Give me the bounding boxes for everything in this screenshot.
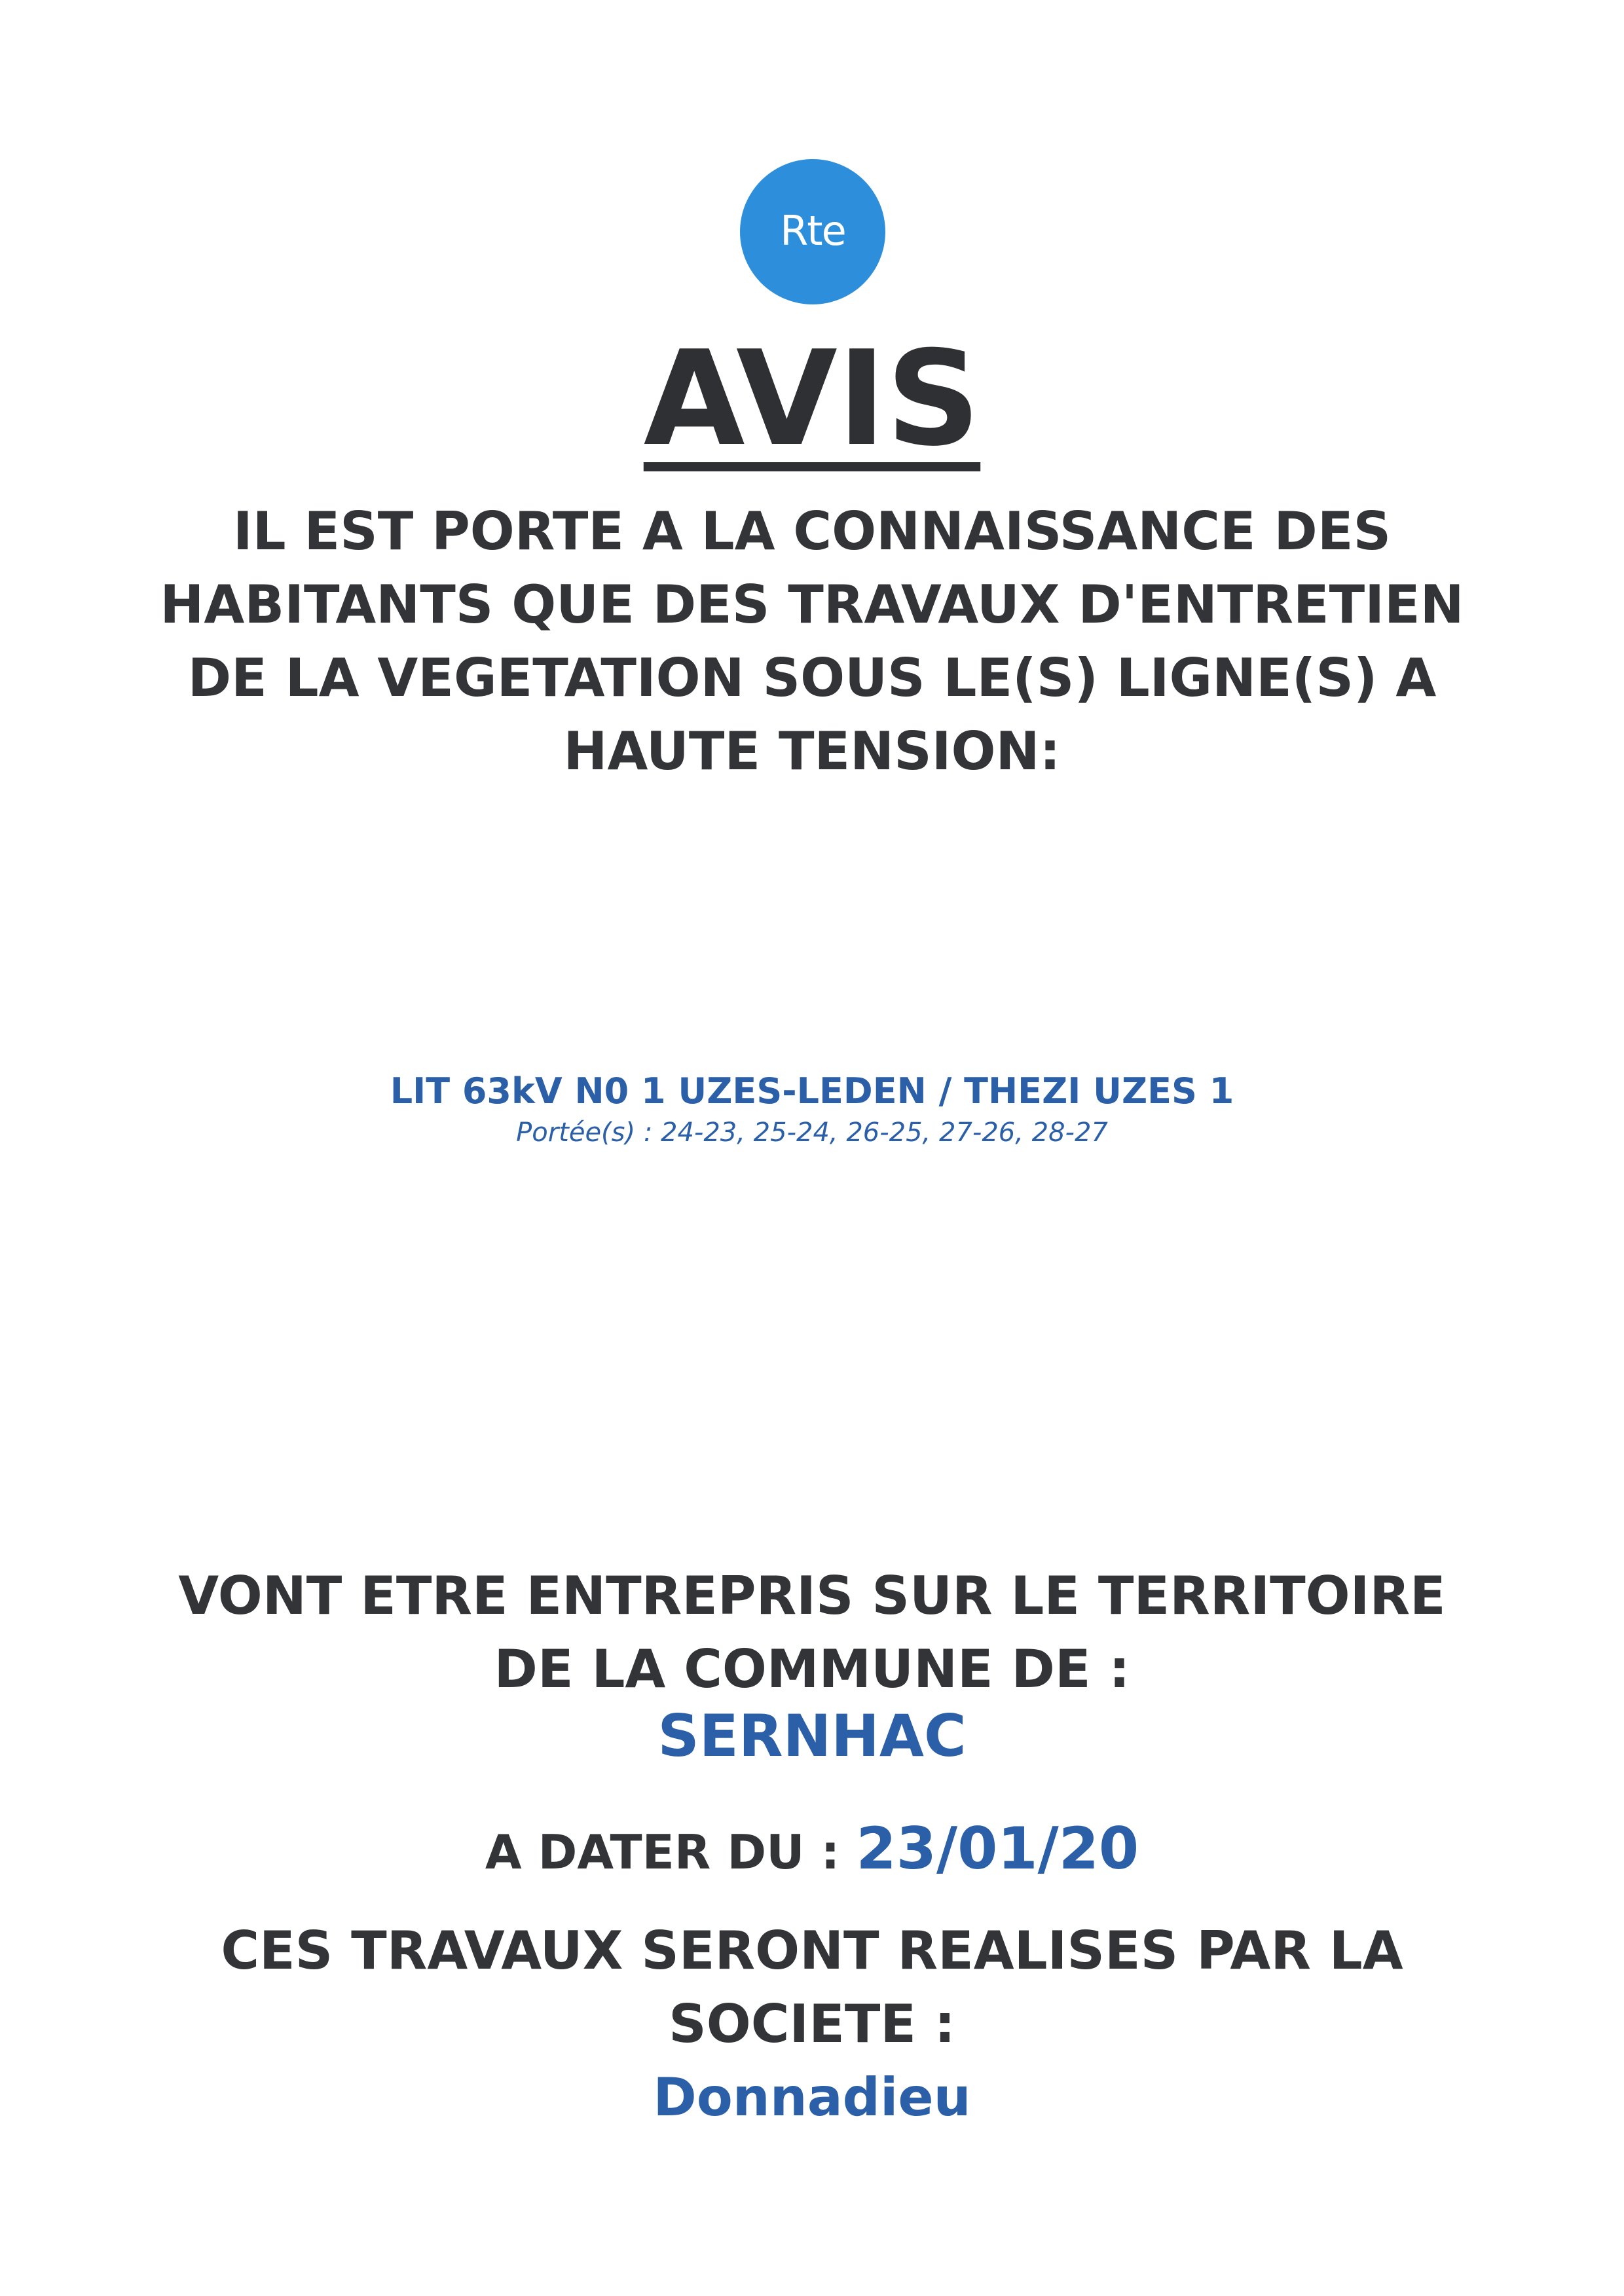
works-line: DE LA COMMUNE DE : bbox=[494, 1639, 1130, 1700]
company-name: Donnadieu bbox=[653, 2067, 971, 2128]
start-date-value: 23/01/20 bbox=[856, 1815, 1139, 1882]
works-line: VONT ETRE ENTREPRIS SUR LE TERRITOIRE bbox=[178, 1565, 1446, 1626]
company-statement bbox=[0, 1914, 1624, 2061]
intro-line: DE LA VEGETATION SOUS LE(S) LIGNE(S) A bbox=[187, 647, 1437, 708]
notice-title bbox=[0, 323, 1624, 475]
intro-line: IL EST PORTE A LA CONNAISSANCE DES bbox=[232, 501, 1392, 562]
works-statement bbox=[0, 1559, 1624, 1706]
power-line-name: LIT 63kV N0 1 UZES-LEDEN / THEZI UZES 1 bbox=[390, 1070, 1234, 1112]
power-line-spans: Portée(s) : 24-23, 25-24, 26-25, 27-26, 28-27 bbox=[516, 1118, 1108, 1148]
company-intro-line: SOCIETE : bbox=[669, 1994, 955, 2054]
commune-name: SERNHAC bbox=[657, 1702, 967, 1770]
start-date-row bbox=[0, 1812, 1624, 1889]
company-intro-line: CES TRAVAUX SERONT REALISES PAR LA bbox=[221, 1920, 1403, 1981]
rte-logo-text: Rte bbox=[780, 206, 845, 255]
notice-title-text: AVIS bbox=[643, 323, 981, 475]
rte-logo bbox=[740, 159, 885, 304]
notice-intro bbox=[0, 495, 1624, 788]
intro-line: HAUTE TENSION: bbox=[563, 721, 1061, 782]
intro-line: HABITANTS QUE DES TRAVAUX D'ENTRETIEN bbox=[160, 574, 1464, 635]
start-date-label: A DATER DU : bbox=[485, 1825, 840, 1880]
